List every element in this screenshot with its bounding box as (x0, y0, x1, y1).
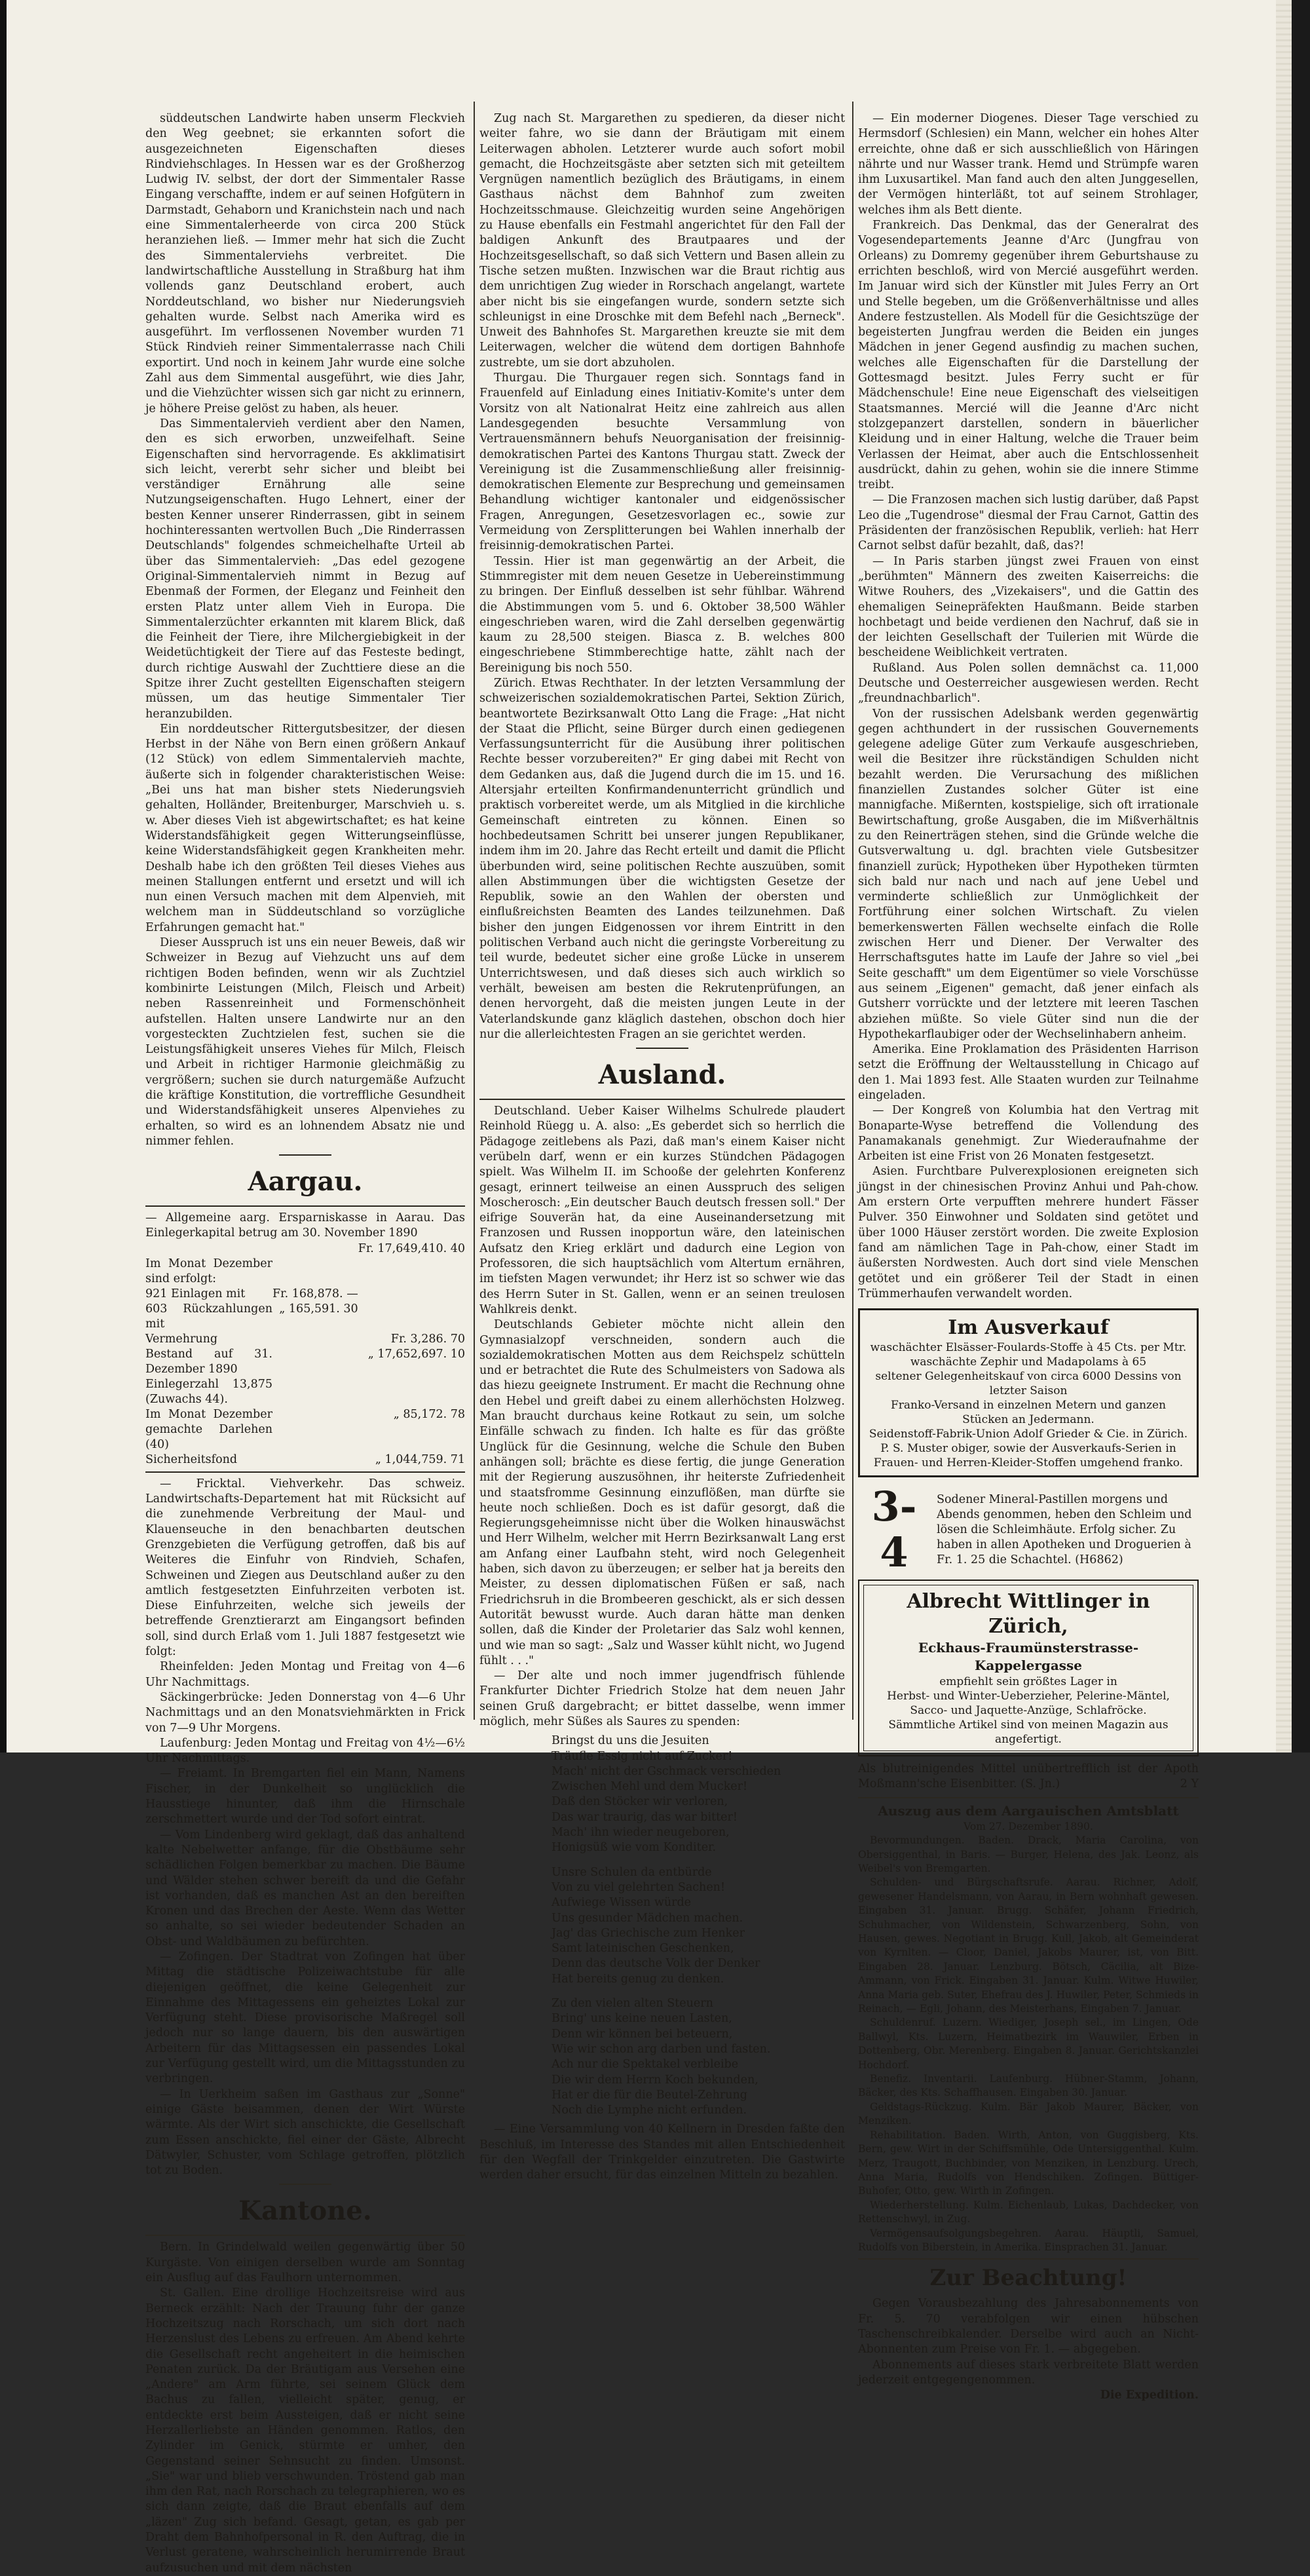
ad-line: Herbst- und Winter-Ueberzieher, Pelerine-Mäntel, (887, 1690, 1170, 1703)
poem-line: Denn das deutsche Volk der Denker (552, 1957, 760, 1971)
poem-line: Bring' uns keine neuen Lasten, (552, 2012, 732, 2026)
column2-top-text (479, 111, 845, 1042)
poem-line: Das war traurig, das war bitter! (552, 1810, 738, 1824)
stolze-poem (552, 1733, 845, 2118)
stanza-gap (552, 1856, 845, 1865)
poem-line: Träufle Essig nicht auf Zucker! (552, 1749, 733, 1763)
scan-edge-left (0, 0, 7, 1752)
table-row (145, 1241, 465, 1257)
poem-line: Noch die Lymphe nicht erfunden. (552, 2104, 747, 2117)
section-rule (145, 1205, 465, 1207)
table-row (145, 1287, 465, 1302)
paragraph: Deutschlands Gebieter möchte nicht allein den Gymnasialzopf verschneiden, sondern auch die sozialdemokratischen Motten aus dem Reichspelz schütteln und er betrachtet die Rute des Schulmeisters von Sadowa als das hiezu geeignete Instrument. Er macht die Rechnung ohne den Hebel und greift dabei zu einem allerhöchsten Holzweg. Man braucht durchaus keine Rotkaut zu sein, um solche Einfälle schwach zu finden. Ich halte es für das größte Unglück für die Gesinnung, welche die Schule den Buben anhängen soll; brächte es diese fertig, die junge Generation mit der Regierung auszusöhnen, ihr heiterste Zufriedenheit und staatsfromme Gesinnung einzuflößen, man dürfte sie heute noch schließen. Doch es ist dafür gesorgt, daß die Regierungsgeheimnisse nicht über die Wolken hinauswächst und Herr Wilhelm, welcher mit Herrn Bezirksanwalt Lang erst am Anfang einer Laufbahn steht, wird noch Gelegenheit haben, sich davon zu überzeugen; er selber hat ja bereits den Meister, zu dessen diplomatischen Füßen er saß, nach Friedrichsruh in die Brombeeren geschickt, als er sich dessen Autorität bewusst wurde. Auch daran hätte man denken sollen, daß die Kinder der Proletarier das Salz wohl kennen, und wie man so sagt: „Salz und Wasser kühlt nicht, wo Jugend fühlt . . ." (479, 1318, 845, 1667)
section-head-ausland: Ausland. (598, 1059, 726, 1091)
table-row (145, 1452, 465, 1468)
column2-ausland-news (479, 1104, 845, 1730)
section-head-aargau: Aargau. (248, 1166, 363, 1198)
ad-line: Seidenstoff-Fabrik-Union Adolf Grieder & Cie. in Zürich. (869, 1428, 1188, 1441)
ad-line: P. S. Muster obiger, sowie der Ausverkaufs-Serien in Frauen- und Herren-Kleider-Stoffen umgehend franko. (873, 1442, 1184, 1470)
table-row (145, 1407, 465, 1452)
column-3 (858, 111, 1199, 2402)
table-row (145, 1302, 465, 1332)
paragraph: Abonnements auf dieses stark verbreitete Blatt werden jederzeit entgegengenommen. (858, 2358, 1199, 2387)
paragraph: Das Simmentalervieh verdient aber den Namen, den es sich erworben, unzweifelhaft. Seine Eigenschaften sind hervorragende. Es akklimatisirt sich leicht, vererbt sehr sicher und bleibt bei verständiger Ernährung alle seine Nutzungseigenschaften. Hugo Lehnert, einer der besten Kenner unserer Rinderrassen, gibt in seinem hochinteressanten wertvollen Buch „Die Rinderrassen Deutschlands" folgendes schmeichelhafte Urteil ab über das Simmentalervieh: „Das edel gezogene Original-Simmentalervieh nimmt in Bezug auf Ebenmaß der Formen, der Eleganz und Feinheit den ersten Platz unter allem Vieh in Europa. Die Simmentalerzüchter erkannten mit klarem Blick, daß die Feinheit der Tiere, ihre Milchergiebigkeit in der Weidetüchtigkeit der Tiere auf das Festeste bedingt, durch richtige Auswahl der Zuchttiere diese an die Spitze ihrer Zucht gestellten Eigenschaften steigern müssen, um das heutige Simmentaler Tier heranzubilden. (145, 417, 465, 721)
kellner-paragraph: — Eine Versammlung von 40 Kellnern in Dresden faßte den Beschluß, im Interesse des Standes mit allen Entschiedenheit für den Wegfall der Trinkgelder einzutreten. Die Gastwirte werden daher ersucht, für das einzelnen Mitteln zu bezahlen. (479, 2123, 845, 2182)
paragraph: Geldstags-Rückzug. Kulm. Bär Jakob Maurer, Bäcker, von Menziken. (858, 2100, 1199, 2127)
poem-line: Ach nur die Spektakel verbleibe (552, 2058, 739, 2072)
ad-wittlinger-title: Albrecht Wittlinger in Zürich, (907, 1590, 1150, 1638)
table-row (145, 1347, 465, 1377)
paragraph: süddeutschen Landwirte haben unserm Fleckvieh den Weg geebnet; sie erkannten sofort die ausgezeichneten Eigenschaften dieses Rindviehschlages. In Hessen war es der Großherzog Ludwig IV. selbst, der dort der Simmentaler Rasse Eingang verschaffte, indem er auf seinen Hofgütern in Darmstadt, Gehaborn und Kranichstein nach und nach eine Simmentalerheerde von circa 200 Stück heranziehen ließ. — Immer mehr hat sich die Zucht des Simmentalerviehs verbreitet. Die landwirtschaftliche Ausstellung in Straßburg hat ihm vollends ganz Deutschland erobert, auch Norddeutschland, wo bisher nur Niederungsvieh gehalten wurde. Selbst nach Amerika wird es ausgeführt. Im verflossenen November wurden 71 Stück Rindvieh reiner Simmentalerrasse nach Chili exportirt. Und noch in keinem Jahr wurde eine solche Zahl aus dem Simmental ausgeführt, wie dies Jahr, und die Viehzüchter wissen sich gar nicht zu erinnern, je höhere Preise gelöst zu haben, als heuer. (145, 112, 465, 415)
poem-line: Honigsüß wie vom Konditer. (552, 1841, 717, 1855)
ad-line: seltener Gelegenheitskauf von circa 6000 Dessins von letzter Saison (875, 1370, 1182, 1398)
table-cell-value: „ 85,172. 78 (393, 1407, 465, 1421)
table-cell-value (358, 1257, 465, 1287)
section-divider (279, 2184, 331, 2185)
table-row (145, 1257, 465, 1287)
poem-line: Samt lateinischen Geschenken, (552, 1942, 734, 1956)
poem-line: Hat bereits genug zu denken. (552, 1972, 724, 1986)
poem-line: Die wir dem Herrn Koch bekunden, (552, 2073, 758, 2087)
poem-line: Bringst du uns die Jesuiten (552, 1734, 709, 1748)
ad-eisenbitter-code: 2 Y (1180, 1777, 1199, 1791)
section-rule (479, 1099, 845, 1100)
paragraph: Zug nach St. Margarethen zu spedieren, da dieser nicht weiter fahre, wo sie dann der Bräutigam mit einem Leiterwagen abholen. Letzterer wurde auch sofort mobil gemacht, die Hochzeitsgäste aber setzten sich mit geteiltem Vergnügen namentlich bezüglich des Bräutigams, in einem Gasthaus nächst dem Bahnhof zum zweiten Hochzeitsschmause. Gleichzeitig wurden seine Angehörigen zu Hause ebenfalls ein Festmahl angerichtet für den Fall der baldigen Ankunft des Brautpaares und der Hochzeitsgesellschaft, so daß sich Vettern und Basen allein zu Tische setzen mußten. Inzwischen war die Braut richtig aus dem unrichtigen Zug wieder in Rorschach angelangt, wartete aber nicht bis sie eingefangen wurde, sondern setzte sich schleunigst in eine Droschke mit dem Befehl nach „Berneck". Unweit des Bahnhofes St. Margarethen kreuzte sie mit dem Leiterwagen, welcher die wütend dem dortigen Bahnhofe zustrebte, um sie dort abzuholen. (479, 112, 845, 369)
table-cell-mid (272, 1241, 358, 1257)
ersparniskasse-table (145, 1241, 465, 1468)
beachtung-signature: Die Expedition. (1100, 2389, 1199, 2402)
table-row (145, 1377, 465, 1407)
ad-sodener-body (937, 1492, 1199, 1568)
ad-line: waschächter Elsässer-Foulards-Stoffe à 45 Cts. per Mtr. (870, 1341, 1187, 1355)
ad-line: waschächte Zephir und Madapolams à 65 (910, 1355, 1147, 1369)
section-divider (636, 1048, 688, 1049)
ad-line: Sacco- und Jaquette-Anzüge, Schlafröcke. (910, 1704, 1147, 1718)
table-cell-mid: „ 165,591. 30 (279, 1302, 358, 1316)
section-rule (858, 2258, 1199, 2260)
poem-line: Daß den Stöcker wir verloren, (552, 1795, 728, 1809)
paragraph: Schulden- und Bürgschaftsrufe. Aarau. Richner, Adolf, gewesener Handelsmann, von Aarau, in Bern wohnhaft gewesen. Eingaben 31. Januar. Brugg. Schäfer, Johann Friedrich, Schuhmacher, von Wildenstein, Schwarzenberg, Sohn, von Hausen, gewes. Negotiant in Brugg. Kull, Jakob, alt Gemeinderat von Kyrnlten. — Cloor, Daniel, Jakobs Maurer, ist, von Bitt. Eingaben 28. Januar. Lenzburg. Bötsch, Cäcilia, alt Bize-Ammann, von Frick. Eingaben 31. Januar. Kulm. Witwe Huwiler, Anna Maria geb. Suter, Ehefrau des J. Huwiler, Peter, Schmieds in Reinach, — Egli, Johann, des Meisterhans, Eingaben 7. Januar. (858, 1876, 1199, 2015)
paragraph: — Freiamt. In Bremgarten fiel ein Mann, Namens Fischer, in der Dunkelheit so unglücklich die Hausstiege hinunter, daß ihm die Hirnschale zerschmettert wurde und der Tod sofort eintrat. (145, 1767, 465, 1827)
paragraph: Bevormundungen. Baden. Drack, Maria Carolina, von Obersiggenthal, in Baris. — Burger, Helena, des Jak. Leonz, als Weibel's von Bremgarten. (858, 1834, 1199, 1874)
paragraph: Benefiz. Inventarii. Laufenburg. Hübner-Stamm, Johann, Bäcker, des Kts. Schaffhausen. Eingaben 30. Januar. (858, 2073, 1199, 2099)
table-cell-mid (272, 1407, 358, 1452)
section-rule (145, 1471, 465, 1473)
paragraph: — In Uerkheim saßen im Gasthaus zur „Sonne" einige Gäste beisammen, denen der Wirt Würste wärmte. Als der Wirt sich anschickte, die Gesellschaft zum Essen anschickte, fiel einer der Gäste, Albrecht Dätwyler, Schuster, vom Schlage getroffen, plötzlich tot zu Boden. (145, 2087, 465, 2178)
paragraph: Rheinfelden: Jeden Montag und Freitag von 4—6 Uhr Nachmittags. (145, 1660, 465, 1689)
poem-line: Aufwiege Wissen würde (552, 1896, 692, 1910)
ad-eisenbitter-text: Als blutreinigendes Mittel unübertrefflich ist der Apoth Moßmann'sche Eisenbitter. (S. Jn.) (858, 1762, 1199, 1791)
ad-line: Sämmtliche Artikel sind von meinen Magazin aus angefertigt. (888, 1718, 1169, 1747)
newspaper-page (7, 0, 1292, 2575)
scan-edge-right (1292, 0, 1310, 1752)
poem-line: Zu den vielen alten Steuern (552, 1997, 713, 2011)
paragraph: Wiederherstellung. Kulm. Eichenlaub, Lukas, Dachdecker, von Rettenschwyl, in Zug. (858, 2199, 1199, 2226)
poem-line: Mach' ihn wieder neugeboren, (552, 1826, 730, 1840)
table-cell-label: Im Monat Dezember gemachte Darlehen (40) (145, 1407, 272, 1451)
column-1 (145, 111, 465, 2575)
section-head-kantone: Kantone. (238, 2195, 372, 2227)
paragraph: — Fricktal. Viehverkehr. Das schweiz. Landwirtschafts-Departement hat mit Rücksicht auf die zunehmende Verbreitung der Maul- und Klauenseuche in den benachbarten deutschen Grenzgebieten die Verfügung getroffen, daß bis auf Weiteres die Einfuhr von Rindvieh, Schafen, Schweinen und Ziegen aus Deutschland außer zu den amtlich festgesetzten Einfuhrzeiten verboten ist. Diese Einfuhrzeiten, welche sich jeweils der betreffende Grenztierarzt am Eingangsort befinden soll, sind durch Erlaß vom 1. Juli 1887 festgesetzt wie folgt: (145, 1477, 465, 1659)
stanza-gap (552, 1987, 845, 1996)
ad-wittlinger-address: Eckhaus-Fraumünsterstrasse-Kappelergasse (918, 1640, 1139, 1674)
poem-line: Mach' nicht der Gschmack verschieden (552, 1764, 781, 1778)
table-cell-value: „ 17,652,697. 10 (367, 1347, 465, 1361)
paragraph: Asien. Furchtbare Pulverexplosionen ereigneten sich jüngst in der chinesischen Provinz Anhui und Pah-chow. Am erstern Orte verpufften mehrere hundert Fässer Pulver. 350 Einwohner und Soldaten sind getötet und über 1000 Häuser zerstört worden. Die zweite Explosion fand am nämlichen Tage in Pah-chow, einer Stadt im äußersten Nordwesten. Auch dort sind viele Menschen getötet und ein größerer Teil der Stadt in einen Trümmerhaufen verwandelt worden. (858, 1165, 1199, 1300)
table-cell-mid (272, 1332, 358, 1347)
column1-kantone-news (145, 2240, 465, 2576)
table-cell-label: 921 Einlagen mit (145, 1287, 246, 1300)
table-cell-label: Einlegerzahl 13,875 (Zuwachs 44). (145, 1377, 272, 1406)
table-cell-mid (272, 1257, 358, 1287)
ad-ausverkauf-title: Im Ausverkauf (948, 1316, 1109, 1340)
table-cell-mid (272, 1452, 358, 1468)
poem-line: Denn wir können bei beteuern, (552, 2027, 733, 2041)
paragraph: — Ein moderner Diogenes. Dieser Tage verschied zu Hermsdorf (Schlesien) ein Mann, welcher ein hohes Alter erreichte, ohne daß er sich ausschließlich von Häringen nährte und nur Wasser trank. Hemd und Strümpfe waren ihm Luxusartikel. Man fand auch den alten Junggesellen, der Vermögen hinterläßt, tot auf seinem Strohlager, welches ihm als Bett diente. (858, 112, 1199, 217)
poem-line: Unsre Schulen da entbürde (552, 1865, 712, 1879)
column3-top-text (858, 111, 1199, 1302)
paragraph: Zürich. Etwas Rechthater. In der letzten Versammlung der schweizerischen sozialdemokratischen Partei, Sektion Zürich, beantwortete Bezirksanwalt Otto Lang die Frage: „Hat nicht der Staat die Pflicht, seine Bürger durch einen gediegenen Verfassungsunterricht für die Ausübung ihrer politischen Rechte besser vorzubereiten?" Er ging dabei mit Recht von dem Gedanken aus, daß die Jugend durch die im 15. und 16. Altersjahr erteilten Konfirmandenunterricht gründlich und praktisch vorbereitet werde, um als Mitglied in die kirchliche Gemeinschaft eintreten zu können. Einen so hochbedeutsamen Schritt bei unserer jungen Republikaner, indem ihm im 20. Jahre das Recht erteilt und damit die Pflicht überbunden wird, seine politischen Rechte auszuüben, somit allen Abstimmungen über die wichtigsten Gesetze der Republik, sowie an den Wahlen der obersten und einflußreichsten Beamten des Landes teilzunehmen. Daß bisher den jungen Eidgenossen vor ihrem Eintritt in den politischen Verband auch nicht die geringste Vorbereitung zu teil wurde, bedeutet sicher eine große Lücke in unserem Unterrichtswesen, und daß dieses sich auch wirklich so verhält, beweisen am besten die Rekrutenprüfungen, an denen hervorgeht, daß die meisten jungen Leute in der Vaterlandskunde ganz kläglich dastehen, obschon doch hier nur die allerleichtesten Fragen an sie gerichtet werden. (479, 676, 845, 1041)
table-row (145, 1332, 465, 1347)
poem-line: Zwischen Mehl und dem Mucker! (552, 1780, 748, 1794)
paragraph: Amerika. Eine Proklamation des Präsidenten Harrison setzt die Eröffnung der Weltausstellung in Chicago auf den 1. Mai 1893 fest. Alle Staaten wurden zur Teilnahme eingeladen. (858, 1043, 1199, 1102)
paragraph: — Vom Lindenberg wird geklagt, daß das anhaltend kalte Nebelwetter anfange, für die Obstbäume sehr schädlichen Folgen bemerkbar zu machen. Die Bäume und Wälder stehen schwer bereift da und die Gefahr ist vorhanden, daß es manchen Ast an den bereiften Kronen und das Brechen der Aeste. Wenn das Wetter so anhalte, so sei wieder bedeutender Schaden an Obst- und Waldbäumen zu befürchten. (145, 1828, 465, 1948)
poem-line: Uns gesunder Mädchen machen. (552, 1911, 743, 1925)
poem-line: Jag' das Griechische zum Henker (552, 1926, 745, 1940)
paragraph: Tessin. Hier ist man gegenwärtig an der Arbeit, die Stimmregister mit dem neuen Gesetze in Uebereinstimmung zu bringen. Der Einfluß desselben ist sehr fühlbar. Während die Abstimmungen vom 5. und 6. Oktober 38,500 Wähler eingeschrieben waren, wird die Zahl derselben gegenwärtig kaum zu 28,500 steigen. Biasca z. B. welches 800 eingeschriebene Stimmberechtige hatte, zählt nach der Bereinigung bis noch 550. (479, 554, 845, 675)
table-cell-label: Im Monat Dezember sind erfolgt: (145, 1257, 272, 1285)
ad-sodener (858, 1484, 1199, 1576)
paragraph: Bern. In Grindelwald weilen gegenwärtig über 50 Kurgäste. Von einigen derselben wurde am Sonntag ein Ausflug auf das Faulhorn unternommen. (145, 2241, 465, 2285)
paragraph: St. Gallen. Eine drollige Hochzeitsreise wird aus Berneck erzählt: Nach der Trauung fuhr der ganze Hochzeitszug nach Rorschach, um sich dort nach Herzenslust des Lebens zu erfreuen. Am Abend kehrte die Gesellschaft recht angeheitert in die heimischen Penaten zurück. Da der Bräutigam aus Versehen eine „Andere" am Arm führte, sei seinem Glück dem Bachus zu fallen, vielleicht später, genug, er entdeckte erst beim Aussteigen, daß er nicht seine Herzallerliebste an Händen genommen. Ratlos, den Zylinder im Genick, stürmte er umher, den Gegenstand seiner Sehnsucht zu finden. Umsonst. „Sie" war und blieb verschwunden. Tröstend gab man ihm den Rat, nach Rorschach zu telegraphieren, wo es sich dann zeigte, daß die Braut ebenfalls auf dem „läzen" Zug sich befand. Gesagt, getan, es gab per Draht dem Bahnhofpersonal in R. den Auftrag, die in Verlust geratene, wahrscheinlich herumirrende Braut aufzusuchen und mit dem nächsten (145, 2286, 465, 2575)
table-cell-label: 603 Rückzahlungen mit (145, 1302, 272, 1331)
beachtung-paragraphs (858, 2296, 1199, 2388)
paragraph: — Der alte und noch immer jugendfrisch fühlende Frankfurter Dichter Friedrich Stolze hat dem neuen Jahr seinen Gruß dargebracht; er bittet dasselbe, wenn immer möglich, mehr Süßes als Saures zu spenden: (479, 1669, 845, 1728)
table-cell-value (358, 1377, 465, 1407)
amtsblatt-section (858, 1802, 1199, 2254)
ad-ausverkauf-lines (867, 1340, 1190, 1470)
paragraph: Rußland. Aus Polen sollen demnächst ca. 11,000 Deutsche und Oesterreicher ausgewiesen werden. Recht „freundnachbarlich". (858, 661, 1199, 706)
amtsblatt-title: Auszug aus dem Aargauischen Amtsblatt (878, 1803, 1179, 1819)
poem-line: Wie wir schon arg darben und fasten. (552, 2042, 771, 2056)
paragraph: — In Paris starben jüngst zwei Frauen von einst „berühmten" Männern des zweiten Kaiserreichs: die Witwe Rouhers, des „Vizekaisers", und die Gattin des ehemaligen Seinepräfekten Haußmann. Beide starben hochbetagt und beide verdienen den Nachruf, daß sie in der leichten Gesellschaft der Tuilerien mit Würde die bescheidene Weiblichkeit vertraten. (858, 554, 1199, 660)
paragraph: Laufenburg: Jeden Montag und Freitag von 4½—6½ Uhr Nachmittags. (145, 1736, 465, 1766)
table-cell-value: Fr. 3,286. 70 (390, 1332, 465, 1346)
paragraph: Dieser Ausspruch ist uns ein neuer Beweis, daß wir Schweizer in Bezug auf Viehzucht uns auf dem richtigen Boden befinden, wenn wir als Zuchtziel kombinirte Leistungen (Milch, Fleisch und Arbeit) neben Rassenreinheit und Formenschönheit aufstellen. Halten unsere Landwirte nur an den vorgesteckten Zuchtzielen fest, suchen sie die Leistungsfähigkeit unseres Viehes für Milch, Fleisch und Arbeit in richtiger Harmonie gleichmäßig zu vergrößern; suchen sie durch naturgemäße Aufzucht die kräftige Konstitution, die vortreffliche Gesundheit und Widerstandsfähigkeit unseres Alpenviehes zu erhalten, so wird es an lohnendem Absatz nie und nimmer fehlen. (145, 936, 465, 1148)
table-cell-label (145, 1241, 272, 1257)
ad-sodener-number: 3-4 (871, 1483, 917, 1577)
table-cell-mid: Fr. 168,878. — (272, 1287, 358, 1300)
amtsblatt-date: Vom 27. Dezember 1890. (964, 1821, 1093, 1833)
ad-eisenbitter (858, 1762, 1199, 1792)
paragraph: Schuldenruf. Luzern. Wiediger, Joseph sel., im Lingen, Ode Ballwyl, Kts. Luzern, Heimatbezirk im Wauwiler, Erben in Dottenberg, Obr. Merenberg. Eingaben 8. Januar. Gerichtskanzlei Hochdorf. (858, 2017, 1199, 2071)
section-divider (279, 1154, 331, 1156)
ad-line: Franko-Versand in einzelnen Metern und ganzen Stücken an Jedermann. (890, 1399, 1167, 1427)
paragraph: — Zofingen. Der Stadtrat von Zofingen hat über Mittag die städtische Polizeiwachtstube für alle diejenigen geöffnet, die keine Gelegenheit zur Einnahme des Mittagessens ein geheiztes Lokal zur Verfügung steht. Diese provisorische Maßregel soll jedoch nur so lange dauern, bis den auswärtigen Arbeitern für das Mittagsessen ein passendes Lokal zur Verfügung gestellt wird, um die Mittagsstunden zu verbringen. (145, 1950, 465, 2086)
ad-wittlinger-inner (863, 1585, 1193, 1751)
column1-top-text (145, 111, 465, 1149)
table-cell-label: Sicherheitsfond (145, 1452, 238, 1466)
poem-line: Von zu viel gelehrten Sachen! (552, 1880, 725, 1894)
ad-wittlinger-lines (868, 1675, 1189, 1747)
table-cell-mid (272, 1377, 358, 1407)
column1-aargau-news (145, 1477, 465, 2179)
ad-ausverkauf (858, 1308, 1199, 1477)
beachtung-title: Zur Beachtung! (929, 2265, 1127, 2292)
paragraph: — Der Kongreß von Kolumbia hat den Vertrag mit Bonaparte-Wyse betreffend die Vollendung des Panamakanals genehmigt. Zur Wiederaufnahme der Arbeiten ist eine Frist von 26 Monaten festgesetzt. (858, 1104, 1199, 1164)
poem-line: Hat er die für die Beutel-Zehrung (552, 2088, 747, 2102)
ad-sodener-code: (H6862) (1075, 1553, 1123, 1566)
table-cell-label: Bestand auf 31. Dezember 1890 (145, 1347, 272, 1376)
table-cell-value: Fr. 17,649,410. 40 (358, 1241, 465, 1255)
column-rule-2 (852, 102, 853, 1720)
paragraph: Von der russischen Adelsbank werden gegenwärtig gegen achthundert in der russischen Gouvernements gelegene adelige Güter zum Verkaufe ausgeschrieben, weil die Besitzer ihre rückständigen Schulden nicht bezahlt werden. Die Verursachung des mißlichen finanziellen Zustandes solcher Güter ist eine mannigfache. Mißernten, kostspielige, sich oft irrationale Bewirtschaftung, große Ausgaben, die im Mißverhältnis zu den Reinerträgen stehen, sind die Gründe welche die Gutsverwaltung u. dgl. brachten viele Gutsbesitzer finanziell zurück; Hypotheken über Hypotheken türmten sich bald nur nach und nach auf jene Uebel und verminderte schließlich zur Unmöglichkeit der Fortführung einer solchen Wirtschaft. Zu vielen bemerkenswerten Fällen wechselte einfach die Rolle zwischen Herr und Diener. Der Verwalter des Herrschaftsgutes hatte im Laufe der Jahre so viel „bei Seite geschafft" um dem Eigentümer so viele Vorschüsse aus seinem „Eigenen" gemacht, daß jener einfach als Gutsherr vorrückte und der letztere mit leeren Taschen abziehen müßte. So viele Güter sind nun die der Hypothekarflaubiger oder der Wechselinhabern anheim. (858, 707, 1199, 1041)
paragraph: — Die Franzosen machen sich lustig darüber, daß Papst Leo die „Tugendrose" diesmal der Frau Carnot, Gattin des Präsidenten der französischen Republik, verlieh: hat Herr Carnot selbst dafür bezahlt, daß, das?! (858, 493, 1199, 553)
column-rule-1 (474, 102, 475, 1720)
paragraph: Thurgau. Die Thurgauer regen sich. Sonntags fand in Frauenfeld auf Einladung eines Initiativ-Komite's unter dem Vorsitz von alt Nationalrat Heitz eine zahlreich aus allen Landesgegenden besuchte Versammlung von Vertrauensmännern behufs Neuorganisation der freisinnig-demokratischen Partei des Kantons Thurgau statt. Zweck der Vereinigung ist die Zusammenschließung aller freisinnig-demokratischen Elemente zur Besprechung und gemeinsamen Behandlung wichtiger kantonaler und eidgenössischer Fragen, Anregungen, Gesetzesvorlagen ec., sowie zur Vermeidung von Zersplitterungen bei Wahlen innerhalb der freisinnig-demokratischen Partei. (479, 371, 845, 553)
paragraph: Säckingerbrücke: Jeden Donnerstag von 4—6 Uhr Nachmittags und an den Monatsviehmärkten in Frick von 7—9 Uhr Morgens. (145, 1690, 465, 1735)
ad-wittlinger (858, 1580, 1199, 1756)
ad-line: empfiehlt sein größtes Lager in (939, 1675, 1117, 1689)
section-rule (145, 2235, 465, 2236)
ad-sodener-text: Sodener Mineral-Pastillen morgens und Abends genommen, heben den Schleim und lösen die Schleimhäute. Erfolg sicher. Zu haben in allen Apotheken und Droguerien à Fr. 1. 25 die Schachtel. (937, 1492, 1192, 1566)
table-cell-value (358, 1302, 465, 1332)
paragraph: Ein norddeutscher Rittergutsbesitzer, der diesen Herbst in der Nähe von Bern einen größern Ankauf (12 Stück) von edlem Simmentalervieh machte, äußerte sich in folgender charakteristischen Weise: „Bei uns hat man bisher stets Niederungsvieh gehalten, Holländer, Breitenburger, Marschvieh u. s. w. Aber dieses Vieh ist abgewirtschaftet; es hat keine Widerstandsfähigkeit gegen Witterungseinflüsse, keine Widerstandsfähigkeit gegen Krankheiten mehr. Deshalb habe ich den größten Teil dieses Viehes aus meinen Stallungen entfernt und ersetzt und will ich nun einen Versuch machen mit dem Alpenvieh, mit welchem man in Süddeutschland so vorzügliche Erfahrungen gemacht hat." (145, 722, 465, 934)
paragraph: Deutschland. Ueber Kaiser Wilhelms Schulrede plaudert Reinhold Rüegg u. A. also: „Es geberdet sich so herrlich die Pädagoge zeitlebens als Pazi, daß man's einem Kaiser nicht verübeln darf, wenn er ein kurzes Stündchen Pädagogen spielt. Was Wilhelm II. im Schooße der gelehrten Konferenz gesagt, erinnert teilweise an einen Ausspruch des seligen Moscherosch: „Ein deutscher Bauch deutsch fressen soll." Der eifrige Souverän hat, da eine Auseinandersetzung mit Franzosen und Russen inopportun wäre, den lateinischen Aufsatz den Krieg erklärt und dadurch eine Legion von Professoren, die sich hauptsächlich vom Altertum ernähren, im tiefsten Magen verwundet; ihr Herz ist so schwer wie das des Herrn Suter in St. Gallen, wenn er an seinen treulosen Wahlkreis denkt. (479, 1105, 845, 1316)
table-cell-value (358, 1287, 465, 1302)
amtsblatt-entries (858, 1834, 1199, 2254)
paragraph: Rehabilitation. Baden. Wirth, Anton, von Guggisberg, Kts. Bern, gew. Wirt in der Schiffsmühle, Ode Untersiggenthal. Kulm. Merz, Traugott, Buchbinder, von Menziken, in Lenzburg. Urech, Anna Maria, Rudolfs von Hendschiken. Zofingen. Büttiger-Buhofer, Otto, gew. Wirth in Zofingen. (858, 2129, 1199, 2197)
paragraph: Gegen Vorausbezahlung des Jahresabonnements von Fr. 5. 70 verabfolgen wir einen hübschen Taschenschreibkalender. Derselbe wird auch an Nicht-Abonnenten zum Preise von Fr. 1. — abgegeben. (858, 2297, 1199, 2357)
table-cell-mid (272, 1347, 358, 1377)
column-2 (479, 111, 845, 2182)
table-cell-value: „ 1,044,759. 71 (375, 1452, 465, 1466)
table-cell-label: Vermehrung (145, 1332, 218, 1346)
paragraph: Frankreich. Das Denkmal, das der Generalrat des Vogesendepartements Jeanne d'Arc (Jungfrau von Orleans) zu Domremy gegenüber ihrem Geburtshause zu errichten beschloß, wird von Mercié ausgeführt werden. Im Januar wird sich der Künstler mit Jules Ferry an Ort und Stelle begeben, um die Größenverhältnisse und alles Andere festzustellen. Als Modell für die Gesichtszüge der begeisterten Jungfrau werden die Beiden ein junges Mädchen in jener Gegend ausfindig zu machen suchen, welches alle Eigenschaften für die Darstellung der Gottesmagd besitzt. Jules Ferry sucht er für Mädchenschule! Eine neue Eigenschaft des vielseitigen Staatsmannes. Mercié will die Jeanne d'Arc nicht stolzgepanzert darstellen, sondern in bäuerlicher Kleidung und in einer Haltung, welche die Trauer beim Verlassen der Heimat, aber auch die Entschlossenheit ausdrückt, dahin zu gehen, wohin sie die innere Stimme treibt. (858, 219, 1199, 492)
section-rule (858, 1797, 1199, 1798)
ersparniskasse-intro: — Allgemeine aarg. Ersparniskasse in Aarau. Das Einlegerkapital betrug am 30. November 1890 (145, 1211, 465, 1240)
paragraph: Vermögensaufsolgungsbegehren. Aarau. Häuptli, Samuel, Rudolfs von Biberstein, in Amerika. Einsprachen 31. Januar. (858, 2227, 1199, 2253)
